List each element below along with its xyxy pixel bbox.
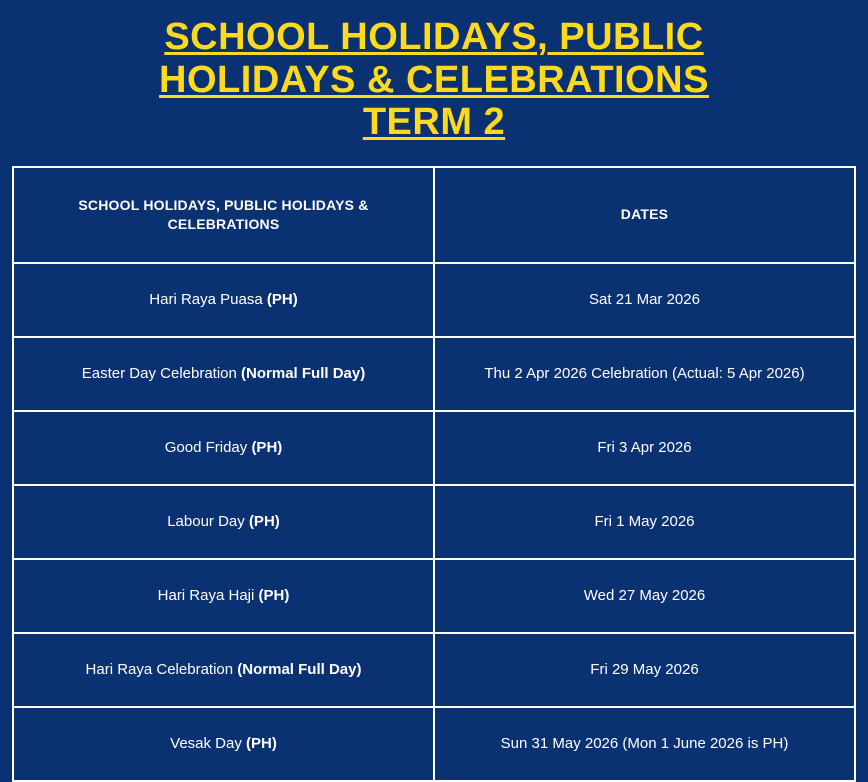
page-title xyxy=(0,0,868,144)
column-header-holiday: SCHOOL HOLIDAYS, PUBLIC HOLIDAYS & CELEBRATIONS xyxy=(13,167,434,263)
holiday-name-cell xyxy=(13,485,434,559)
table-row xyxy=(13,337,855,411)
holiday-type-tag: (PH) xyxy=(248,512,280,530)
title-line-1: SCHOOL HOLIDAYS, PUBLIC xyxy=(164,16,704,58)
table-row xyxy=(13,411,855,485)
table-row xyxy=(13,707,855,781)
table-header-row xyxy=(13,167,855,263)
table-row xyxy=(13,263,855,337)
holiday-date-cell: Fri 3 Apr 2026 xyxy=(434,411,855,485)
holiday-date-cell: Fri 1 May 2026 xyxy=(434,485,855,559)
holiday-date-cell: Sun 31 May 2026 (Mon 1 June 2026 is PH) xyxy=(434,707,855,781)
holiday-name-cell xyxy=(13,707,434,781)
holiday-name-cell xyxy=(13,633,434,707)
table-row xyxy=(13,559,855,633)
title-line-2: HOLIDAYS & CELEBRATIONS xyxy=(159,58,709,101)
holiday-table-container xyxy=(12,166,856,782)
column-header-dates: DATES xyxy=(434,167,855,263)
holiday-name: Easter Day Celebration xyxy=(81,364,242,382)
holiday-name-cell xyxy=(13,559,434,633)
table-row xyxy=(13,633,855,707)
holiday-date-cell: Thu 2 Apr 2026 Celebration (Actual: 5 Apr 2026) xyxy=(434,337,855,411)
holiday-date-cell: Sat 21 Mar 2026 xyxy=(434,263,855,337)
holiday-date-cell: Fri 29 May 2026 xyxy=(434,633,855,707)
holiday-type-tag: (PH) xyxy=(258,586,290,604)
holiday-type-tag: (Normal Full Day) xyxy=(241,364,366,382)
holiday-type-tag: (Normal Full Day) xyxy=(237,660,362,678)
holiday-type-tag: (PH) xyxy=(266,290,298,308)
holiday-name: Vesak Day xyxy=(170,734,247,752)
holiday-name: Labour Day xyxy=(167,512,249,530)
holiday-date-cell: Wed 27 May 2026 xyxy=(434,559,855,633)
table-row xyxy=(13,485,855,559)
holiday-table xyxy=(12,166,856,782)
title-line-3: TERM 2 xyxy=(362,101,506,144)
table-body xyxy=(13,263,855,781)
holiday-name: Good Friday xyxy=(164,438,252,456)
holiday-name-cell xyxy=(13,263,434,337)
holiday-name: Hari Raya Haji xyxy=(157,586,259,604)
holiday-name-cell xyxy=(13,337,434,411)
holiday-type-tag: (PH) xyxy=(251,438,283,456)
holiday-type-tag: (PH) xyxy=(246,734,277,752)
holiday-name-cell xyxy=(13,411,434,485)
holiday-name: Hari Raya Celebration xyxy=(85,660,238,678)
holiday-name: Hari Raya Puasa xyxy=(149,290,267,308)
